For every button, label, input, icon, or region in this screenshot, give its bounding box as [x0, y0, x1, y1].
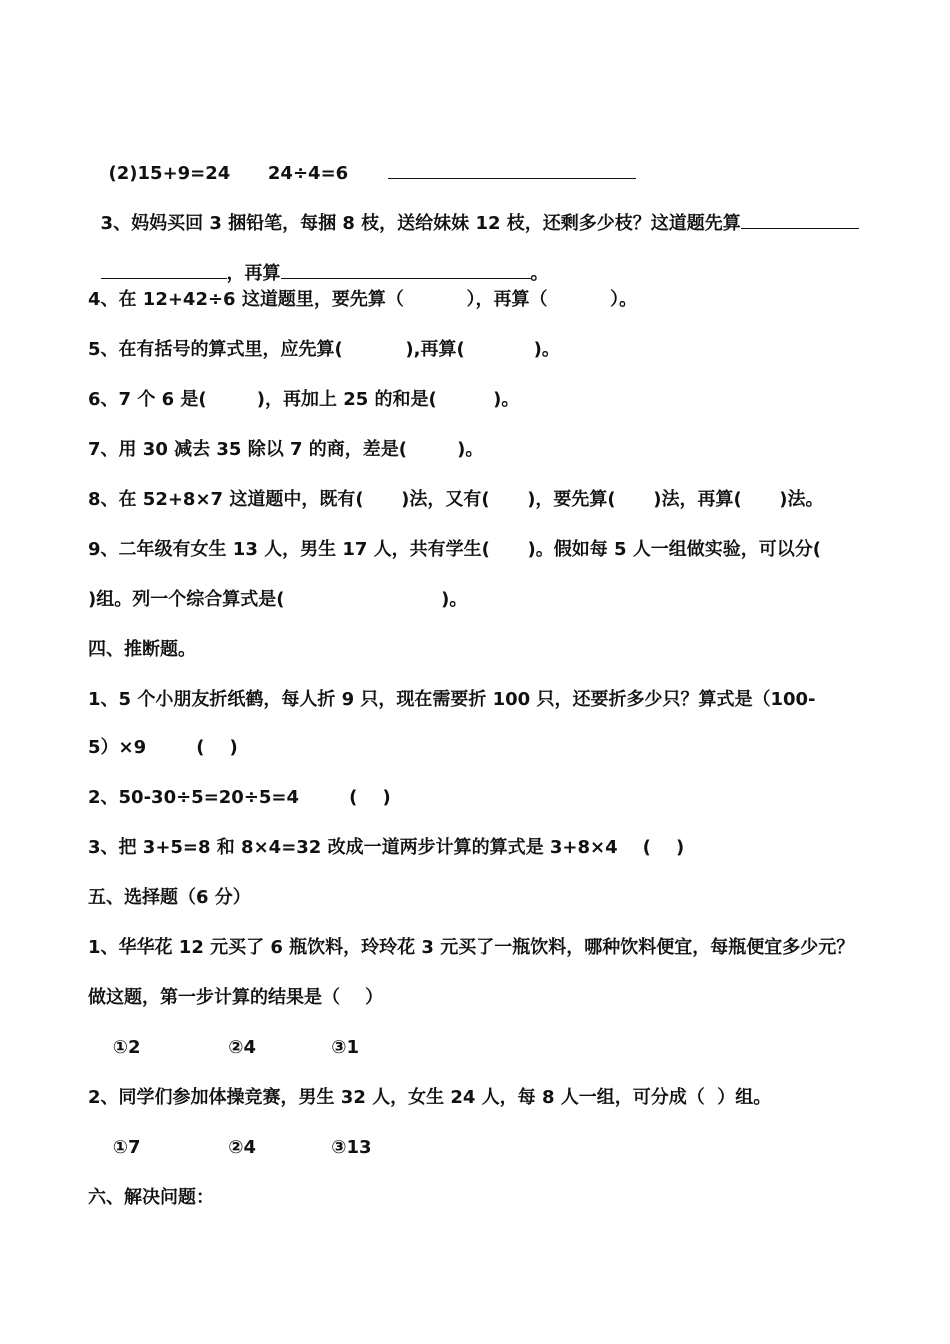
answer-blank[interactable] — [281, 262, 531, 279]
q5-text: 5、在有括号的算式里，应先算( ),再算( )。 — [88, 339, 560, 360]
q8-text: 8、在 52+8×7 这道题中，既有( )法，又有( )，要先算( )法，再算( )法。 — [88, 489, 824, 510]
section-choice-heading: 五、选择题（6 分） — [88, 887, 251, 908]
choice-q2-text: 2、同学们参加体操竞赛，男生 32 人，女生 24 人，每 8 人一组，可分成（ ）组。 — [88, 1087, 772, 1108]
q2-equations: (2)15+9=24 24÷4=6 — [96, 138, 910, 186]
answer-blank[interactable] — [741, 212, 859, 229]
q7-text: 7、用 30 减去 35 除以 7 的商，差是( )。 — [88, 439, 484, 460]
judge-q2-text: 2、50-30÷5=20÷5=4 ( ) — [88, 787, 391, 808]
q4-text: 4、在 12+42÷6 这道题里，要先算（ ），再算（ ）。 — [88, 289, 638, 310]
q3-continuation: ，再算 。 — [88, 238, 910, 286]
q9-continuation: )组。列一个综合算式是( )。 — [88, 589, 468, 610]
choice-q1-continuation: 做这题，第一步计算的结果是（ ） — [88, 987, 384, 1008]
judge-q3-text: 3、把 3+5=8 和 8×4=32 改成一道两步计算的算式是 3+8×4 ( ) — [88, 837, 685, 858]
choice-q1-text: 1、华华花 12 元买了 6 瓶饮料，玲玲花 3 元买了一瓶饮料，哪种饮料便宜，每瓶便宜多少元？ — [88, 937, 855, 958]
answer-blank[interactable] — [388, 162, 636, 179]
judge-q1-continuation: 5）×9 ( ) — [88, 737, 238, 758]
choice-q1-options: ①2 ②4 ③1 — [94, 1037, 360, 1058]
section-judgement-heading: 四、推断题。 — [88, 639, 196, 660]
q3-text: 3、妈妈买回 3 捆铅笔，每捆 8 枝，送给妹妹 12 枝，还剩多少枝？这道题先算 — [88, 188, 910, 236]
answer-blank[interactable] — [101, 262, 227, 279]
q6-text: 6、7 个 6 是( )，再加上 25 的和是( )。 — [88, 389, 520, 410]
choice-q2-options: ①7 ②4 ③13 — [94, 1137, 372, 1158]
section-solve-heading: 六、解决问题： — [88, 1187, 214, 1208]
judge-q1-text: 1、5 个小朋友折纸鹤，每人折 9 只，现在需要折 100 只，还要折多少只？算式是（100- — [88, 689, 816, 710]
q9-text: 9、二年级有女生 13 人，男生 17 人，共有学生( )。假如每 5 人一组做实验，可以分( — [88, 539, 822, 560]
